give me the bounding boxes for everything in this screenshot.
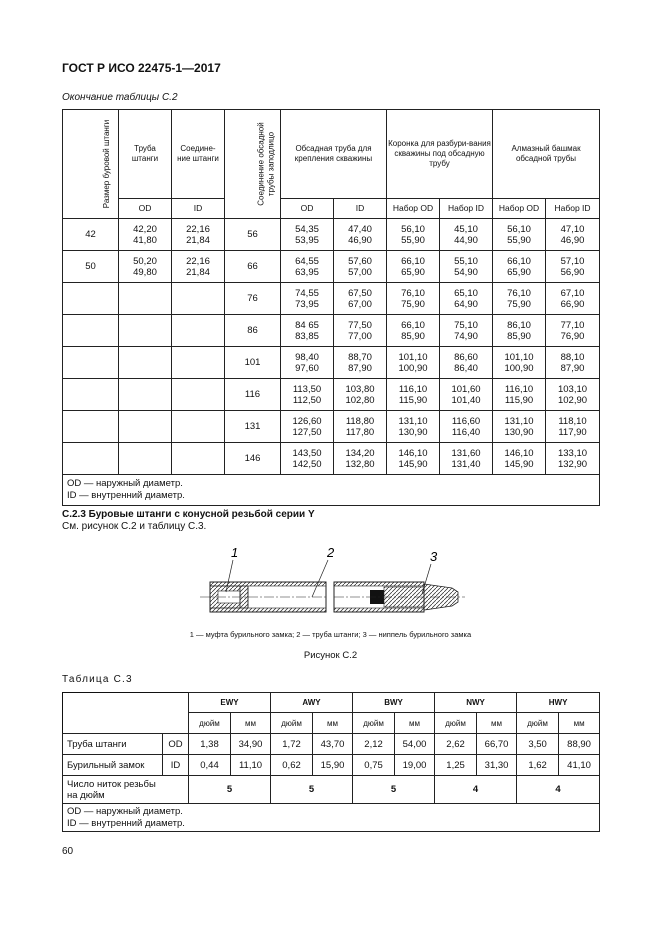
cell-shoe-id: 77,10 76,90: [546, 315, 600, 347]
cell-cas-id: 118,80 117,80: [334, 411, 387, 443]
unit-mm: мм: [477, 713, 517, 734]
cell-bit-id: 131,60 131,40: [440, 443, 493, 475]
cell-size: [63, 443, 119, 475]
page-number: 60: [62, 846, 74, 857]
series-header: EWY: [189, 693, 271, 713]
cell-value: 88,90: [559, 734, 600, 755]
unit-inch: дюйм: [353, 713, 395, 734]
series-header: AWY: [271, 693, 353, 713]
rod-left-part: [200, 582, 326, 612]
cell-value: 0,62: [271, 755, 313, 776]
series-header: HWY: [517, 693, 600, 713]
header-rod-size: Размер буровой штанги: [63, 110, 119, 219]
cell-bit-od: 76,10 75,90: [387, 283, 440, 315]
cell-joint: 131: [225, 411, 281, 443]
cell-bit-id: 86,60 86,40: [440, 347, 493, 379]
cell-bit-od: 101,10 100,90: [387, 347, 440, 379]
table-row: [63, 251, 600, 283]
cell-value: 2,12: [353, 734, 395, 755]
cell-value: 0,75: [353, 755, 395, 776]
cell-value: 1,72: [271, 734, 313, 755]
section-title: С.2.3 Буровые штанги с конусной резьбой серии Y: [62, 509, 315, 520]
cell-cas-od: 64,55 63,95: [281, 251, 334, 283]
threads-value: 4: [517, 776, 600, 804]
unit-inch: дюйм: [189, 713, 231, 734]
cell-shoe-id: 57,10 56,90: [546, 251, 600, 283]
table-row: [63, 347, 600, 379]
cell-cas-od: 74,55 73,95: [281, 283, 334, 315]
cell-cas-id: 77,50 77,00: [334, 315, 387, 347]
cell-tube-od: [119, 443, 172, 475]
cell-cas-od: 113,50 112,50: [281, 379, 334, 411]
cell-bit-id: 55,10 54,90: [440, 251, 493, 283]
rod-right-part: [334, 582, 465, 612]
cell-size: [63, 283, 119, 315]
cell-shoe-od: 76,10 75,90: [493, 283, 546, 315]
cell-tube-od: [119, 411, 172, 443]
cell-value: 1,25: [435, 755, 477, 776]
series-header: NWY: [435, 693, 517, 713]
cell-bit-od: 66,10 65,90: [387, 251, 440, 283]
threads-value: 4: [435, 776, 517, 804]
cell-value: 43,70: [313, 734, 353, 755]
unit-mm: мм: [395, 713, 435, 734]
table-row: [63, 315, 600, 347]
cell-bit-id: 75,10 74,90: [440, 315, 493, 347]
table-c3-corner: [63, 693, 189, 734]
cell-cas-od: 143,50 142,50: [281, 443, 334, 475]
table-c3: [62, 692, 600, 832]
table-c3-notes: OD — наружный диаметр. ID — внутренний диаметр.: [63, 804, 600, 832]
cell-cas-id: 103,80 102,80: [334, 379, 387, 411]
cell-cas-id: 88,70 87,90: [334, 347, 387, 379]
cell-size: 42: [63, 219, 119, 251]
row-code: ID: [163, 755, 189, 776]
unit-inch: дюйм: [435, 713, 477, 734]
cell-value: 54,00: [395, 734, 435, 755]
unit-mm: мм: [313, 713, 353, 734]
header-casing-tube: Обсадная труба для крепления скважины: [281, 110, 387, 199]
cell-cas-id: 67,50 67,00: [334, 283, 387, 315]
cell-value: 41,10: [559, 755, 600, 776]
row-label: Бурильный замок: [63, 755, 163, 776]
subheader-od: OD: [119, 199, 172, 219]
cell-conn-id: 22,16 21,84: [172, 251, 225, 283]
cell-joint: 146: [225, 443, 281, 475]
cell-shoe-id: 88,10 87,90: [546, 347, 600, 379]
callout-1: 1: [231, 545, 239, 560]
cell-cas-od: 54,35 53,95: [281, 219, 334, 251]
cell-shoe-od: 131,10 130,90: [493, 411, 546, 443]
cell-shoe-id: 47,10 46,90: [546, 219, 600, 251]
cell-joint: 116: [225, 379, 281, 411]
cell-bit-od: 131,10 130,90: [387, 411, 440, 443]
cell-shoe-od: 146,10 145,90: [493, 443, 546, 475]
table-c3-title: Таблица С.3: [62, 674, 133, 685]
row-label: Труба штанги: [63, 734, 163, 755]
unit-mm: мм: [559, 713, 600, 734]
cell-cas-od: 84 65 83,85: [281, 315, 334, 347]
cell-bit-od: 146,10 145,90: [387, 443, 440, 475]
drill-rod-figure: [200, 540, 470, 625]
cell-conn-id: [172, 347, 225, 379]
figure-caption: Рисунок С.2: [303, 650, 358, 661]
table-row: [63, 219, 600, 251]
header-tube: Труба штанги: [119, 110, 172, 199]
cell-size: [63, 379, 119, 411]
subheader-set-id: Набор ID: [440, 199, 493, 219]
cell-value: 0,44: [189, 755, 231, 776]
threads-value: 5: [189, 776, 271, 804]
subheader-set-id: Набор ID: [546, 199, 600, 219]
row-code: OD: [163, 734, 189, 755]
cell-cas-id: 57,60 57,00: [334, 251, 387, 283]
cell-shoe-od: 56,10 55,90: [493, 219, 546, 251]
cell-value: 19,00: [395, 755, 435, 776]
section-text: См. рисунок С.2 и таблицу С.3.: [62, 521, 207, 532]
cell-size: 50: [63, 251, 119, 283]
table-row: [63, 411, 600, 443]
table-c2-caption: Окончание таблицы С.2: [62, 92, 178, 103]
cell-joint: 86: [225, 315, 281, 347]
header-casing-joint: Соединение обсадной трубы заподлицо: [225, 110, 281, 219]
table-row: [63, 443, 600, 475]
cell-shoe-id: 67,10 66,90: [546, 283, 600, 315]
cell-tube-od: [119, 315, 172, 347]
cell-tube-od: [119, 347, 172, 379]
subheader-od: OD: [281, 199, 334, 219]
cell-conn-id: [172, 411, 225, 443]
cell-value: 1,38: [189, 734, 231, 755]
series-header: BWY: [353, 693, 435, 713]
cell-conn-id: [172, 443, 225, 475]
cell-value: 15,90: [313, 755, 353, 776]
threads-label: Число ниток резьбы на дюйм: [63, 776, 189, 804]
header-bit: Коронка для разбури-вания скважины под обсадную трубу: [387, 110, 493, 199]
unit-mm: мм: [231, 713, 271, 734]
cell-joint: 101: [225, 347, 281, 379]
cell-shoe-od: 66,10 65,90: [493, 251, 546, 283]
cell-size: [63, 315, 119, 347]
cell-tube-od: [119, 379, 172, 411]
cell-value: 31,30: [477, 755, 517, 776]
cell-value: 66,70: [477, 734, 517, 755]
cell-tube-od: [119, 283, 172, 315]
subheader-set-od: Набор OD: [387, 199, 440, 219]
cell-shoe-id: 133,10 132,90: [546, 443, 600, 475]
cell-conn-id: 22,16 21,84: [172, 219, 225, 251]
header-shoe: Алмазный башмак обсадной трубы: [493, 110, 600, 199]
subheader-id: ID: [172, 199, 225, 219]
cell-joint: 56: [225, 219, 281, 251]
cell-conn-id: [172, 283, 225, 315]
threads-value: 5: [271, 776, 353, 804]
cell-bit-id: 116,60 116,40: [440, 411, 493, 443]
cell-shoe-od: 116,10 115,90: [493, 379, 546, 411]
cell-conn-id: [172, 379, 225, 411]
cell-shoe-id: 118,10 117,90: [546, 411, 600, 443]
table-c2: [62, 109, 600, 506]
unit-inch: дюйм: [271, 713, 313, 734]
callout-2: 2: [327, 545, 335, 560]
cell-cas-id: 134,20 132,80: [334, 443, 387, 475]
cell-joint: 66: [225, 251, 281, 283]
cell-bit-id: 65,10 64,90: [440, 283, 493, 315]
cell-value: 1,62: [517, 755, 559, 776]
cell-tube-od: 50,20 49,80: [119, 251, 172, 283]
cell-size: [63, 411, 119, 443]
subheader-set-od: Набор OD: [493, 199, 546, 219]
cell-bit-od: 66,10 85,90: [387, 315, 440, 347]
cell-shoe-od: 101,10 100,90: [493, 347, 546, 379]
cell-bit-od: 116,10 115,90: [387, 379, 440, 411]
cell-bit-id: 101,60 101,40: [440, 379, 493, 411]
unit-inch: дюйм: [517, 713, 559, 734]
subheader-id: ID: [334, 199, 387, 219]
header-connection: Соедине- ние штанги: [172, 110, 225, 199]
table-c2-notes: OD — наружный диаметр. ID — внутренний диаметр.: [63, 475, 600, 506]
cell-joint: 76: [225, 283, 281, 315]
cell-value: 2,62: [435, 734, 477, 755]
cell-bit-od: 56,10 55,90: [387, 219, 440, 251]
callout-3: 3: [430, 549, 438, 564]
threads-value: 5: [353, 776, 435, 804]
table-row: [63, 755, 600, 776]
cell-value: 11,10: [231, 755, 271, 776]
cell-value: 34,90: [231, 734, 271, 755]
cell-shoe-id: 103,10 102,90: [546, 379, 600, 411]
table-row: [63, 734, 600, 755]
cell-cas-od: 126,60 127,50: [281, 411, 334, 443]
cell-value: 3,50: [517, 734, 559, 755]
cell-size: [63, 347, 119, 379]
figure-legend: 1 — муфта бурильного замка; 2 — труба штанги; 3 — ниппель бурильного замка: [189, 630, 472, 639]
cell-cas-id: 47,40 46,90: [334, 219, 387, 251]
document-header: ГОСТ Р ИСО 22475-1—2017: [62, 61, 221, 75]
cell-bit-id: 45,10 44,90: [440, 219, 493, 251]
table-row: [63, 379, 600, 411]
cell-shoe-od: 86,10 85,90: [493, 315, 546, 347]
cell-conn-id: [172, 315, 225, 347]
cell-tube-od: 42,20 41,80: [119, 219, 172, 251]
cell-cas-od: 98,40 97,60: [281, 347, 334, 379]
table-row: [63, 283, 600, 315]
